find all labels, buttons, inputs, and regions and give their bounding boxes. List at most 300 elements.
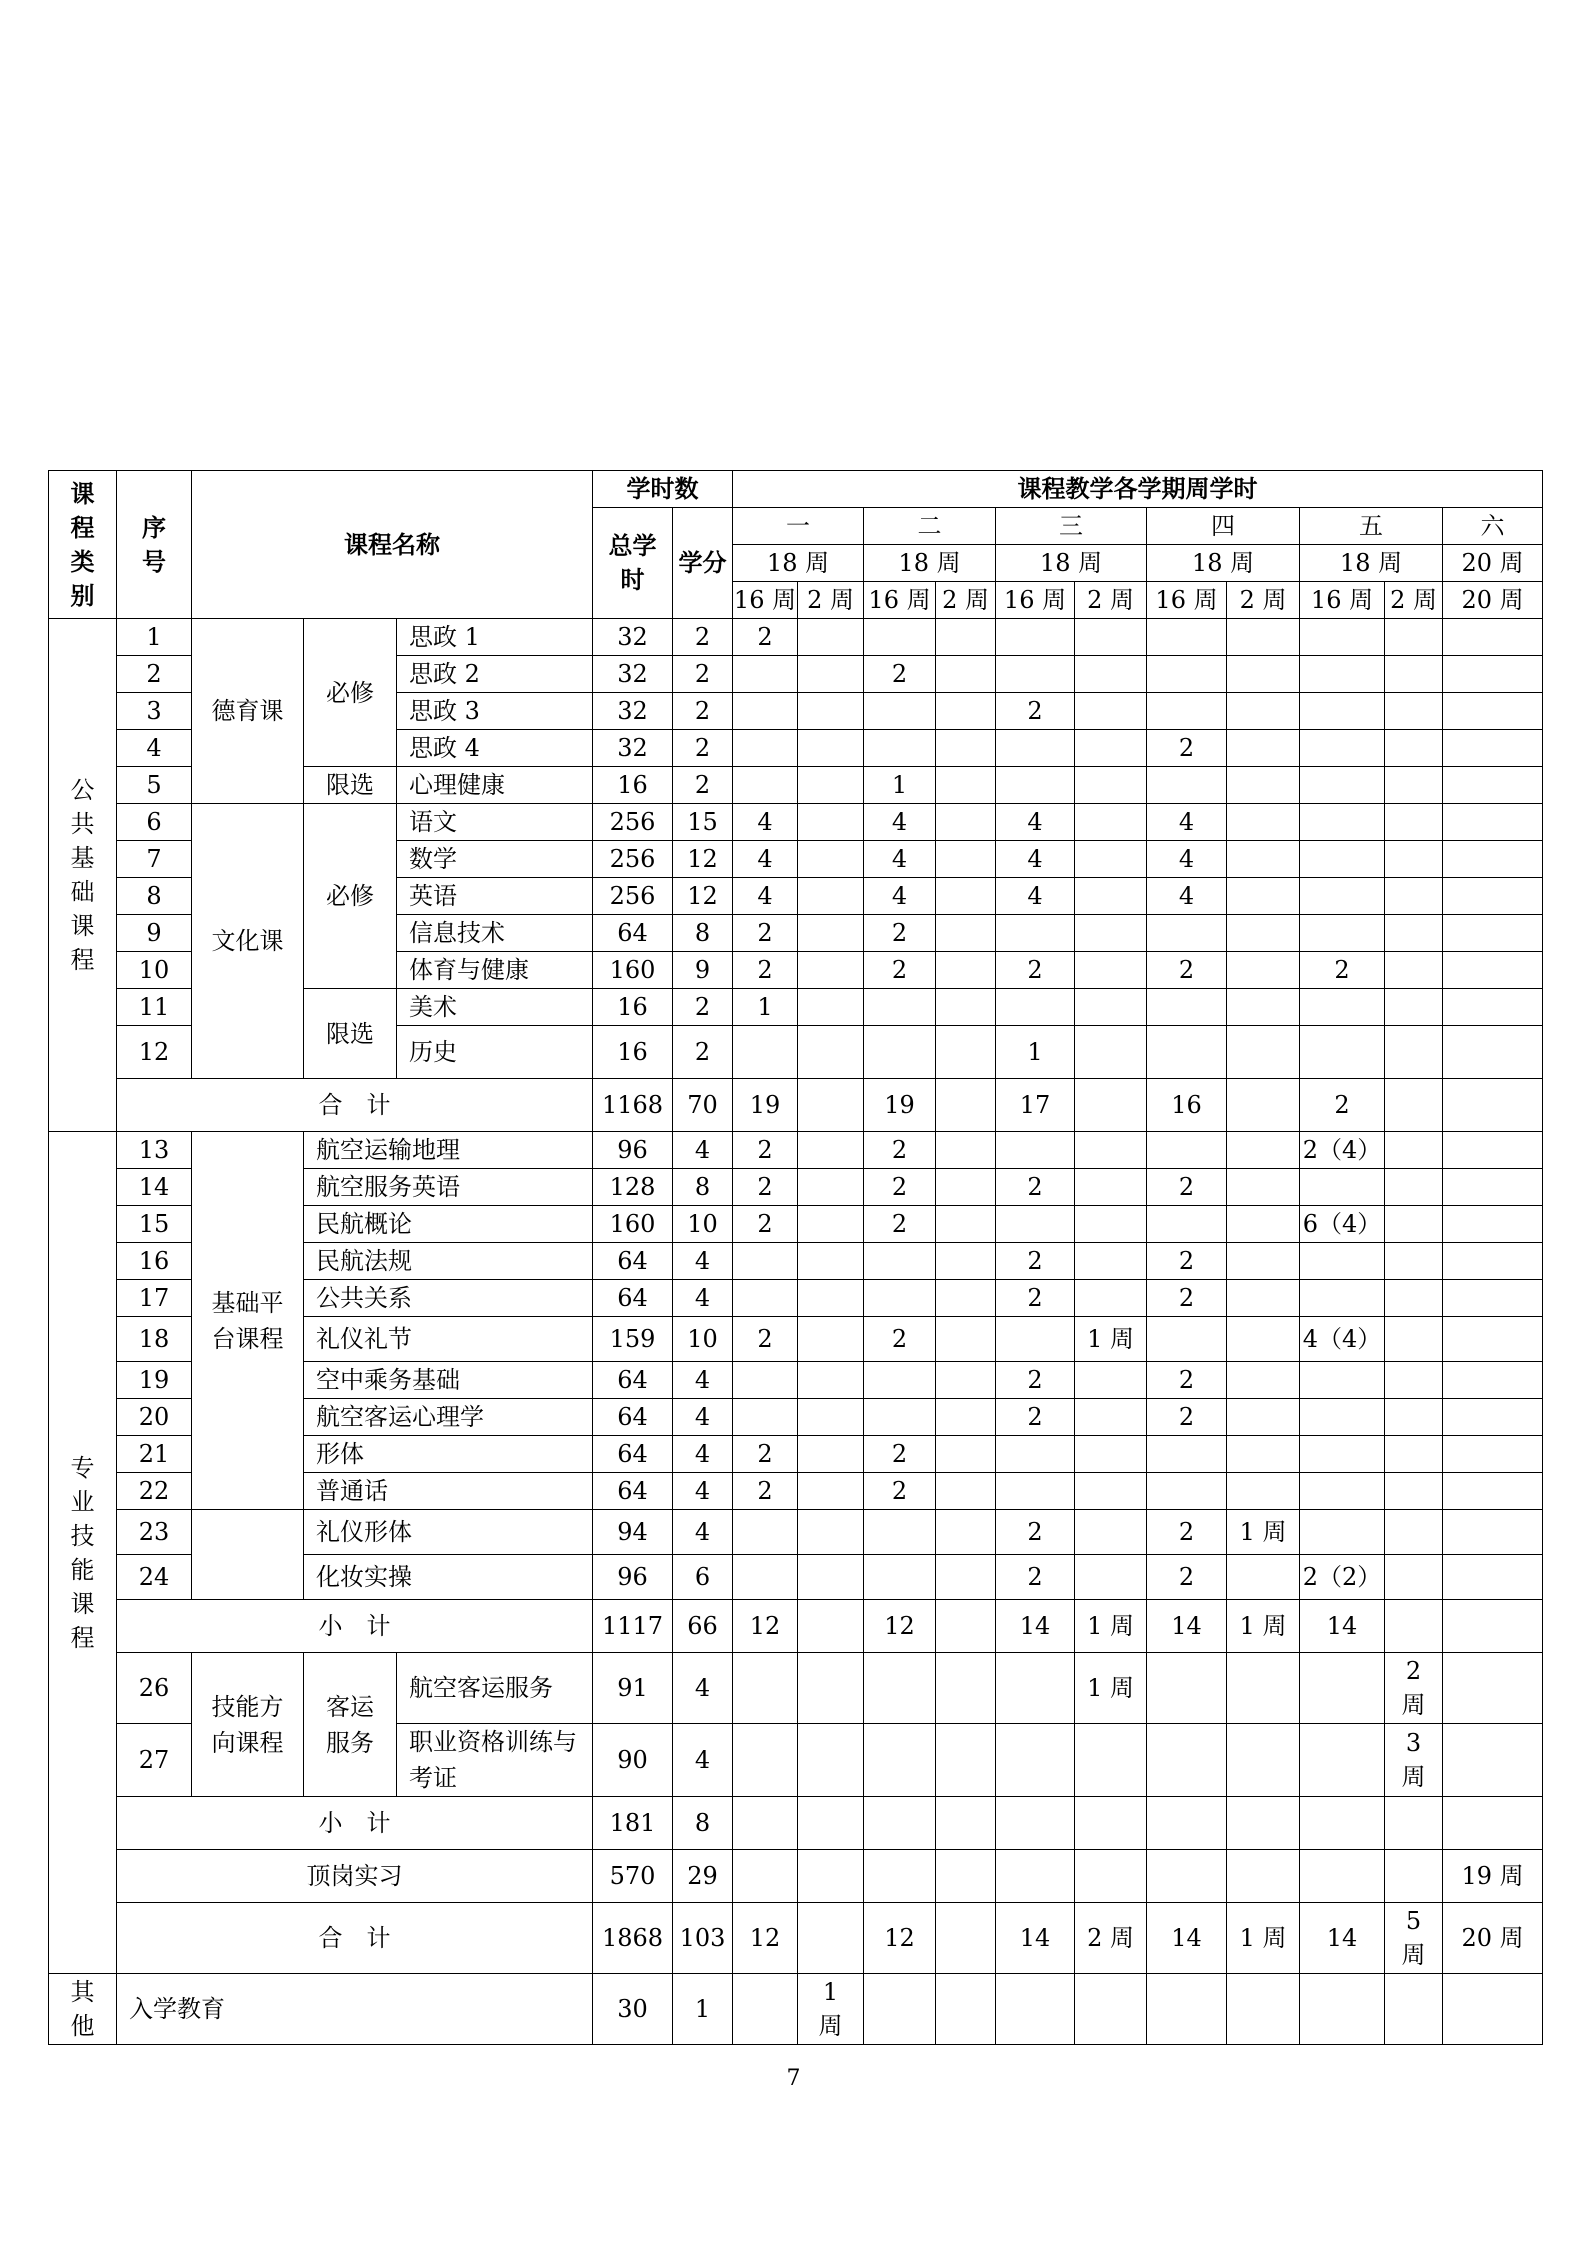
semester-cell [1075, 619, 1147, 656]
semester-cell [936, 989, 996, 1026]
semester-cell [1443, 1797, 1543, 1850]
semester-cell: 1 [996, 1026, 1075, 1079]
semester-cell [1300, 1280, 1385, 1317]
semester-cell [733, 1026, 798, 1079]
total-hours: 64 [593, 1362, 673, 1399]
semester-cell: 1 周 [1227, 1903, 1300, 1974]
semester-cell [1147, 915, 1227, 952]
semester-cell: 2 [733, 1436, 798, 1473]
semester-cell [798, 1169, 864, 1206]
semester-cell [1385, 1850, 1443, 1903]
semester-cell: 4（4） [1300, 1317, 1385, 1362]
semester-cell: 2 [996, 1399, 1075, 1436]
semester-cell [1075, 1724, 1147, 1797]
row-number: 23 [117, 1510, 192, 1555]
semester-cell [936, 804, 996, 841]
semester-cell: 2 [864, 1473, 936, 1510]
semester-cell [1443, 878, 1543, 915]
section-public: 公 共 基 础 课 程 [49, 619, 117, 1132]
semester-cell: 2 [1147, 1280, 1227, 1317]
section-other: 其 他 [49, 1974, 117, 2045]
semester-cell [798, 915, 864, 952]
semester-cell [1300, 1974, 1385, 2045]
semester-cell [1300, 730, 1385, 767]
semester-cell: 4 [996, 878, 1075, 915]
semester-cell: 2 [733, 1206, 798, 1243]
semester-cell [996, 767, 1075, 804]
semester-cell [1075, 693, 1147, 730]
total-hours: 256 [593, 804, 673, 841]
row-number: 8 [117, 878, 192, 915]
sub-week-8: 2 周 [1227, 582, 1300, 619]
direction-subtotal-label: 小 计 [117, 1797, 593, 1850]
row-number: 5 [117, 767, 192, 804]
course-name: 语文 [397, 804, 593, 841]
semester-cell: 2 [733, 915, 798, 952]
credit: 4 [673, 1280, 733, 1317]
semester-cell: 19 [864, 1079, 936, 1132]
semester-cell [936, 1797, 996, 1850]
semester-cell [1075, 1079, 1147, 1132]
credit: 4 [673, 1399, 733, 1436]
semester-cell [733, 1850, 798, 1903]
semester-cell [1385, 1473, 1443, 1510]
semester-cell [1443, 1724, 1543, 1797]
semester-cell [798, 1399, 864, 1436]
semester-cell [996, 1797, 1075, 1850]
semester-cell [1227, 1132, 1300, 1169]
semester-cell [733, 1797, 798, 1850]
semester-cell: 1 周 [798, 1974, 864, 2045]
semester-cell [1385, 1026, 1443, 1079]
semester-cell: 2 [1147, 1362, 1227, 1399]
semester-cell [1385, 841, 1443, 878]
semester-cell [733, 1974, 798, 2045]
section-professional: 专 业 技 能 课 程 [49, 1132, 117, 1974]
course-name: 化妆实操 [304, 1555, 593, 1600]
header-category: 课 程 类 别 [49, 471, 117, 619]
total-hours: 96 [593, 1555, 673, 1600]
semester-cell: 2 [996, 1362, 1075, 1399]
semester-cell [1075, 878, 1147, 915]
semester-cell [798, 1317, 864, 1362]
semester-cell [1385, 767, 1443, 804]
semester-cell [1227, 1317, 1300, 1362]
semester-cell: 2 [864, 952, 936, 989]
semester-cell: 4 [733, 878, 798, 915]
semester-cell: 2 [733, 952, 798, 989]
credit: 4 [673, 1510, 733, 1555]
semester-cell [1385, 1169, 1443, 1206]
semester-cell [936, 1510, 996, 1555]
semester-cell: 2 周 [1385, 1653, 1443, 1724]
semester-cell [864, 1555, 936, 1600]
semester-cell: 2 [864, 1436, 936, 1473]
semester-cell [936, 1653, 996, 1724]
semester-1: 一 [733, 508, 864, 545]
semester-cell [936, 841, 996, 878]
semester-cell: 14 [1300, 1903, 1385, 1974]
semester-cell: 12 [864, 1600, 936, 1653]
semester-cell [1385, 878, 1443, 915]
row-number: 24 [117, 1555, 192, 1600]
semester-cell: 1 周 [1075, 1317, 1147, 1362]
semester-cell [1300, 693, 1385, 730]
semester-cell: 2 [864, 1317, 936, 1362]
semester-cell [996, 1436, 1075, 1473]
sub-week-2: 2 周 [798, 582, 864, 619]
row-number: 26 [117, 1653, 192, 1724]
semester-4: 四 [1147, 508, 1300, 545]
row-number: 10 [117, 952, 192, 989]
total-hours: 1168 [593, 1079, 673, 1132]
semester-cell [996, 1473, 1075, 1510]
semester-cell [1147, 1206, 1227, 1243]
credit: 4 [673, 1724, 733, 1797]
semester-cell [1443, 1974, 1543, 2045]
semester-cell [1075, 841, 1147, 878]
sub-week-1: 16 周 [733, 582, 798, 619]
semester-cell [1227, 989, 1300, 1026]
credit: 4 [673, 1362, 733, 1399]
table-row [49, 1600, 1543, 1653]
semester-cell [1385, 915, 1443, 952]
total-hours: 128 [593, 1169, 673, 1206]
semester-cell: 2 [864, 656, 936, 693]
semester-cell: 4 [864, 804, 936, 841]
course-name: 航空服务英语 [304, 1169, 593, 1206]
course-name: 历史 [397, 1026, 593, 1079]
semester-weeks-5: 18 周 [1300, 545, 1443, 582]
semester-cell [864, 1362, 936, 1399]
semester-cell [1385, 804, 1443, 841]
semester-cell [996, 1850, 1075, 1903]
semester-cell [936, 1132, 996, 1169]
semester-cell [1300, 1243, 1385, 1280]
course-name: 礼仪形体 [304, 1510, 593, 1555]
row-number: 16 [117, 1243, 192, 1280]
semester-cell: 5 周 [1385, 1903, 1443, 1974]
total-hours: 32 [593, 693, 673, 730]
semester-cell [1227, 915, 1300, 952]
semester-cell [1443, 1473, 1543, 1510]
semester-cell: 14 [996, 1600, 1075, 1653]
semester-weeks-1: 18 周 [733, 545, 864, 582]
semester-cell [864, 1724, 936, 1797]
sub-week-10: 2 周 [1385, 582, 1443, 619]
row-number: 7 [117, 841, 192, 878]
semester-2: 二 [864, 508, 996, 545]
semester-cell [1385, 1280, 1443, 1317]
semester-cell: 16 [1147, 1079, 1227, 1132]
semester-cell [936, 1903, 996, 1974]
credit: 4 [673, 1473, 733, 1510]
semester-cell [798, 1436, 864, 1473]
semester-cell [1147, 767, 1227, 804]
semester-cell: 19 [733, 1079, 798, 1132]
total-hours: 160 [593, 952, 673, 989]
semester-cell: 1 周 [1227, 1510, 1300, 1555]
semester-cell [996, 1724, 1075, 1797]
total-hours: 16 [593, 767, 673, 804]
credit: 2 [673, 656, 733, 693]
sub-week-5: 16 周 [996, 582, 1075, 619]
course-name: 思政 2 [397, 656, 593, 693]
semester-cell [1075, 1555, 1147, 1600]
table-row [49, 619, 1543, 656]
semester-cell [936, 1399, 996, 1436]
public-total-label: 合 计 [117, 1079, 593, 1132]
semester-cell [1147, 1850, 1227, 1903]
semester-cell [864, 1026, 936, 1079]
semester-cell [996, 656, 1075, 693]
total-hours: 256 [593, 878, 673, 915]
semester-cell [1443, 1169, 1543, 1206]
semester-cell [1385, 693, 1443, 730]
semester-cell [1300, 915, 1385, 952]
semester-cell [1227, 1026, 1300, 1079]
semester-cell [864, 989, 936, 1026]
sub-week-4: 2 周 [936, 582, 996, 619]
credit: 2 [673, 619, 733, 656]
semester-cell [996, 1974, 1075, 2045]
semester-cell [1443, 1510, 1543, 1555]
semester-cell [1227, 1555, 1300, 1600]
header-total-hours: 总学 时 [593, 508, 673, 619]
course-name: 思政 1 [397, 619, 593, 656]
total-hours: 64 [593, 915, 673, 952]
semester-cell [1147, 1724, 1227, 1797]
semester-cell: 2 [1300, 952, 1385, 989]
semester-cell [1443, 1362, 1543, 1399]
semester-cell [733, 1653, 798, 1724]
semester-cell [936, 730, 996, 767]
row-number: 18 [117, 1317, 192, 1362]
course-name: 航空客运服务 [397, 1653, 593, 1724]
semester-cell: 2（4） [1300, 1132, 1385, 1169]
credit: 103 [673, 1903, 733, 1974]
semester-cell [1227, 1724, 1300, 1797]
semester-cell: 2 [864, 1206, 936, 1243]
semester-cell [936, 1317, 996, 1362]
total-hours: 64 [593, 1473, 673, 1510]
total-hours: 64 [593, 1243, 673, 1280]
row-number: 14 [117, 1169, 192, 1206]
credit: 6 [673, 1555, 733, 1600]
semester-cell: 2（2） [1300, 1555, 1385, 1600]
total-hours: 570 [593, 1850, 673, 1903]
course-name: 公共关系 [304, 1280, 593, 1317]
row-number: 19 [117, 1362, 192, 1399]
semester-cell: 17 [996, 1079, 1075, 1132]
semester-cell: 4 [996, 841, 1075, 878]
credit: 15 [673, 804, 733, 841]
total-hours: 90 [593, 1724, 673, 1797]
course-name: 心理健康 [397, 767, 593, 804]
semester-cell: 14 [1147, 1600, 1227, 1653]
total-hours: 256 [593, 841, 673, 878]
semester-cell: 3 周 [1385, 1724, 1443, 1797]
row-number: 22 [117, 1473, 192, 1510]
semester-cell: 19 周 [1443, 1850, 1543, 1903]
semester-3: 三 [996, 508, 1147, 545]
total-hours: 96 [593, 1132, 673, 1169]
semester-cell [733, 1243, 798, 1280]
credit: 2 [673, 1026, 733, 1079]
table-row [49, 1797, 1543, 1850]
semester-6: 六 [1443, 508, 1543, 545]
semester-cell [1443, 1132, 1543, 1169]
semester-cell [798, 1600, 864, 1653]
semester-cell [733, 1724, 798, 1797]
credit: 66 [673, 1600, 733, 1653]
total-hours: 1117 [593, 1600, 673, 1653]
semester-cell: 2 [1147, 1243, 1227, 1280]
semester-cell: 1 周 [1075, 1653, 1147, 1724]
semester-cell [1227, 1850, 1300, 1903]
semester-cell [996, 730, 1075, 767]
semester-cell: 12 [733, 1600, 798, 1653]
semester-cell [936, 1600, 996, 1653]
credit: 2 [673, 767, 733, 804]
semester-cell [936, 1280, 996, 1317]
semester-cell: 2 [996, 1510, 1075, 1555]
total-hours: 181 [593, 1797, 673, 1850]
row-number: 9 [117, 915, 192, 952]
semester-cell [1443, 952, 1543, 989]
semester-cell: 4 [1147, 804, 1227, 841]
semester-cell [1443, 1280, 1543, 1317]
semester-cell [864, 1850, 936, 1903]
semester-cell [936, 1436, 996, 1473]
semester-cell [1385, 1399, 1443, 1436]
semester-cell: 12 [864, 1903, 936, 1974]
semester-cell [1147, 693, 1227, 730]
semester-cell: 4 [864, 878, 936, 915]
semester-cell [1385, 1555, 1443, 1600]
semester-cell [1300, 878, 1385, 915]
semester-cell [936, 1362, 996, 1399]
semester-cell [864, 1797, 936, 1850]
row-number: 6 [117, 804, 192, 841]
curriculum-table [48, 470, 1543, 2045]
semester-cell [1227, 1473, 1300, 1510]
semester-cell [1300, 656, 1385, 693]
row-number: 12 [117, 1026, 192, 1079]
sub-week-9: 16 周 [1300, 582, 1385, 619]
row-number: 17 [117, 1280, 192, 1317]
semester-cell [798, 1653, 864, 1724]
semester-cell [1075, 1362, 1147, 1399]
semester-cell [1075, 1169, 1147, 1206]
total-hours: 94 [593, 1510, 673, 1555]
course-name: 航空运输地理 [304, 1132, 593, 1169]
semester-cell [1443, 1026, 1543, 1079]
credit: 2 [673, 730, 733, 767]
semester-cell [1385, 952, 1443, 989]
group-passenger: 客运 服务 [304, 1653, 397, 1797]
sub-week-7: 16 周 [1147, 582, 1227, 619]
total-hours: 1868 [593, 1903, 673, 1974]
semester-cell [1075, 1280, 1147, 1317]
semester-cell: 2 [1300, 1079, 1385, 1132]
semester-cell [1300, 989, 1385, 1026]
course-name: 英语 [397, 878, 593, 915]
semester-cell [1443, 804, 1543, 841]
semester-cell [798, 767, 864, 804]
semester-cell [1300, 1169, 1385, 1206]
semester-cell [1147, 1436, 1227, 1473]
semester-cell [1385, 730, 1443, 767]
semester-cell: 14 [1147, 1903, 1227, 1974]
row-number: 2 [117, 656, 192, 693]
semester-cell [1443, 656, 1543, 693]
semester-cell [1300, 1026, 1385, 1079]
course-name: 体育与健康 [397, 952, 593, 989]
semester-cell [798, 693, 864, 730]
semester-cell [1443, 767, 1543, 804]
course-name: 思政 4 [397, 730, 593, 767]
semester-cell [798, 730, 864, 767]
semester-cell [1227, 878, 1300, 915]
semester-cell [1075, 1206, 1147, 1243]
semester-cell [936, 1850, 996, 1903]
professional-total-label: 合 计 [117, 1903, 593, 1974]
course-name: 数学 [397, 841, 593, 878]
group-platform: 基础平 台课程 [192, 1132, 304, 1510]
semester-cell [936, 693, 996, 730]
semester-cell: 2 [996, 1243, 1075, 1280]
total-hours: 91 [593, 1653, 673, 1724]
credit: 8 [673, 1169, 733, 1206]
semester-cell [798, 878, 864, 915]
course-name: 民航概论 [304, 1206, 593, 1243]
semester-cell: 2 [996, 952, 1075, 989]
semester-cell [996, 1653, 1075, 1724]
total-hours: 16 [593, 1026, 673, 1079]
semester-cell [1075, 730, 1147, 767]
semester-cell [1227, 767, 1300, 804]
semester-cell [1385, 619, 1443, 656]
table-row [49, 1079, 1543, 1132]
semester-cell [798, 1724, 864, 1797]
total-hours: 32 [593, 656, 673, 693]
semester-cell [1443, 841, 1543, 878]
group-culture: 文化课 [192, 804, 304, 1079]
semester-cell: 6（4） [1300, 1206, 1385, 1243]
credit: 12 [673, 878, 733, 915]
semester-cell [1075, 1473, 1147, 1510]
row-number: 1 [117, 619, 192, 656]
table-row [49, 1974, 1543, 2045]
credit: 2 [673, 693, 733, 730]
course-name: 普通话 [304, 1473, 593, 1510]
semester-cell: 2 [733, 1169, 798, 1206]
semester-cell [733, 767, 798, 804]
semester-cell: 12 [733, 1903, 798, 1974]
semester-cell [733, 1280, 798, 1317]
semester-cell [798, 989, 864, 1026]
type-required-2: 必修 [304, 804, 397, 989]
semester-cell: 2 [733, 1473, 798, 1510]
semester-cell [1300, 841, 1385, 878]
semester-cell: 1 [733, 989, 798, 1026]
semester-cell [1227, 1362, 1300, 1399]
semester-cell [1227, 841, 1300, 878]
semester-cell [1227, 1974, 1300, 2045]
semester-cell [1147, 1317, 1227, 1362]
semester-cell [1443, 730, 1543, 767]
